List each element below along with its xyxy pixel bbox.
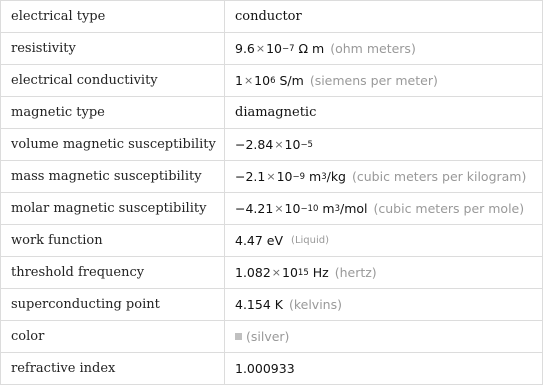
- unit-rest: /mol: [339, 201, 368, 216]
- row-label: work function: [1, 225, 225, 256]
- row-value: [225, 321, 542, 352]
- times-sign: ×: [271, 266, 282, 279]
- value-note: (Liquid): [291, 235, 330, 246]
- color-name: (silver): [246, 329, 290, 344]
- mantissa: −2.84: [235, 137, 274, 152]
- base: 10: [254, 73, 271, 88]
- unit-description: (cubic meters per mole): [373, 201, 525, 216]
- table-row: [1, 352, 542, 384]
- unit-base: m: [322, 201, 335, 216]
- times-sign: ×: [274, 202, 284, 215]
- unit-description: (cubic meters per kilogram): [352, 169, 527, 184]
- row-label: electrical conductivity: [1, 65, 225, 96]
- table-row: [1, 256, 542, 288]
- mantissa: 9.6: [235, 41, 255, 56]
- row-value: 1.082 × 10 15 Hz (hertz): [235, 265, 377, 280]
- row-label: resistivity: [1, 33, 225, 64]
- row-value: [225, 97, 542, 128]
- table-row: [1, 32, 542, 64]
- row-value: [225, 289, 542, 320]
- unit-rest: /kg: [326, 169, 346, 184]
- table-row: [1, 160, 542, 192]
- color-swatch: [235, 333, 242, 340]
- row-label: threshold frequency: [1, 257, 225, 288]
- base: 10: [284, 137, 301, 152]
- mantissa: −2.1: [235, 169, 266, 184]
- row-value: 9.6 × 10 −7 Ω m (ohm meters): [235, 41, 416, 56]
- table-row: [1, 320, 542, 352]
- times-sign: ×: [243, 74, 254, 87]
- row-value: −2.1 × 10 −9 m 3 /kg (cubic meters per kilogram): [235, 169, 527, 184]
- row-value: [225, 1, 542, 32]
- unit-description: (ohm meters): [330, 41, 416, 56]
- mantissa: 1: [235, 73, 243, 88]
- table-row: [1, 96, 542, 128]
- table-row: [1, 288, 542, 320]
- mantissa: −4.21: [235, 201, 274, 216]
- row-label: superconducting point: [1, 289, 225, 320]
- times-sign: ×: [255, 42, 266, 55]
- times-sign: ×: [266, 170, 276, 183]
- row-label: molar magnetic susceptibility: [1, 193, 225, 224]
- mantissa: 1.082: [235, 265, 271, 280]
- row-label: volume magnetic susceptibility: [1, 129, 225, 160]
- base: 10: [266, 41, 283, 56]
- row-value: 1 × 10 6 S/m (siemens per meter): [235, 73, 438, 88]
- unit: Ω m: [298, 41, 325, 56]
- value-text: conductor: [235, 9, 302, 24]
- unit: Hz: [312, 265, 329, 280]
- row-value: −2.84 × 10 −5: [235, 137, 313, 152]
- row-label: color: [1, 321, 225, 352]
- unit-description: (hertz): [334, 265, 377, 280]
- row-value: [225, 353, 542, 384]
- row-label: refractive index: [1, 353, 225, 384]
- base: 10: [282, 265, 298, 280]
- table-row: [1, 224, 542, 256]
- value-text: diamagnetic: [235, 105, 317, 120]
- row-label: mass magnetic susceptibility: [1, 161, 225, 192]
- row-label: electrical type: [1, 1, 225, 32]
- row-label: magnetic type: [1, 97, 225, 128]
- table-row: [1, 192, 542, 224]
- table-row: [1, 64, 542, 96]
- base: 10: [284, 201, 301, 216]
- unit-description: (siemens per meter): [309, 73, 438, 88]
- value-text: 4.154 K: [235, 297, 283, 312]
- unit-base: m: [309, 169, 322, 184]
- unit: S/m: [279, 73, 304, 88]
- table-row: [1, 128, 542, 160]
- table-row: [1, 1, 542, 32]
- value-text: 1.000933: [235, 361, 295, 376]
- unit-description: (kelvins): [288, 297, 342, 312]
- row-value: [225, 225, 542, 256]
- times-sign: ×: [274, 138, 284, 151]
- base: 10: [276, 169, 293, 184]
- value-text: 4.47 eV: [235, 233, 284, 248]
- row-value: −4.21 × 10 −10 m 3 /mol (cubic meters per mole): [235, 201, 525, 216]
